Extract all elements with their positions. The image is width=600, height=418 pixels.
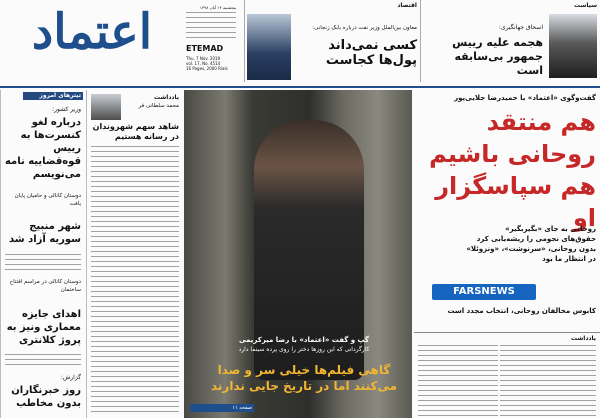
masthead-meta	[186, 56, 238, 71]
top-news-politics	[420, 0, 600, 82]
top-news-speaker: معاون بین‌الملل وزیر نفت درباره بابک زنجانی:	[312, 25, 417, 31]
left-item-headline: شهر منبیج سوریه آزاد شد	[9, 221, 81, 245]
masthead-date-block	[184, 4, 236, 11]
main-story-bullet: در انتظار ما بود	[542, 255, 596, 263]
left-item-headline: دوستان کانالی در مراسم افتتاح ساختمان	[9, 279, 81, 293]
left-item-label: گزارش:	[60, 374, 81, 381]
left-text-lines	[5, 354, 81, 368]
left-column	[0, 90, 85, 418]
left-item-headline: اهدای جایزه معماری ونیز به پروژ کلانتری	[6, 309, 81, 346]
left-item-label: وزیر کشور:	[52, 106, 81, 113]
bottom-left-text-lines	[418, 345, 498, 417]
left-text-lines	[5, 254, 81, 274]
opinion-author-photo	[91, 94, 121, 120]
photo-story-caption-top: گپ و گفت «اعتماد» با رضا میرکریمی	[238, 336, 370, 344]
opinion-author: محمد سلطانی فر	[138, 103, 179, 109]
opinion-headline: شاهد سهم شهروندان در رسانه هستیم	[92, 122, 179, 141]
left-item-headline: دوستان کانالی و حامیان پایان یافت	[14, 193, 81, 207]
photo-story-headline: گاهی فیلم‌ها خیلی سر و صدا می‌کنند اما در تاریخ جایی ندارند	[210, 363, 398, 393]
photo-story	[184, 90, 412, 418]
top-news-economy	[244, 0, 419, 82]
bottom-right-text-lines	[500, 345, 596, 417]
opinion-text-lines	[91, 146, 179, 414]
masthead-english: ETEMAD	[186, 44, 224, 53]
photo-story-caption-sub: کارگردانی که این روزها دختر را روی پرده سینما دارد	[238, 346, 370, 353]
main-story-bullets	[418, 224, 596, 264]
left-item-headline: روز خبرنگاران بدون مخاطب	[11, 385, 81, 409]
top-news-kicker: اقتصاد	[397, 2, 417, 9]
bottom-right-block	[414, 332, 600, 418]
main-story-bullet: بدون روحانی، «سرنوشت»، «ونزوئلا»	[466, 245, 596, 253]
top-news-headline: هجمه علیه رییس جمهور بی‌سابقه است	[452, 36, 543, 77]
masthead-divider	[0, 86, 600, 88]
masthead-meta-line: Thu. 7 Nov. 2019	[186, 56, 221, 61]
masthead	[0, 0, 240, 82]
masthead-logo: اعتماد	[31, 4, 153, 60]
bottom-right-kicker: یادداشت	[571, 335, 596, 342]
top-news-speaker: اسحاق جهانگیری:	[498, 24, 543, 31]
top-news-photo	[247, 14, 291, 80]
masthead-date-line: پنجشنبه ۱۴ آبان ۱۳۹۸	[199, 5, 236, 10]
main-story-agency-text: FARSNEWS	[453, 286, 515, 297]
opinion-kicker: یادداشت	[154, 94, 179, 101]
photo-story-page-ref: صفحه ۱۱	[190, 404, 254, 412]
main-story	[414, 90, 600, 330]
main-story-bullet: کابوس مخالفان روحانی، انتخاب مجدد است	[447, 307, 596, 315]
top-news-kicker: سیاست	[574, 2, 597, 9]
left-item-headline: درباره لغو کنسرت‌ها به رییس قوه‌قضاییه نامه می‌نویسم	[4, 117, 81, 180]
main-story-interview-line: گفت‌وگوی «اعتماد» با حمیدرضا جلایی‌پور	[454, 94, 596, 102]
left-column-kicker: تیترهای امروز	[23, 92, 83, 100]
main-story-bullet: روحانی به جای «بگیربگیر»	[505, 225, 596, 233]
main-story-agency-logo	[432, 284, 536, 300]
opinion-column	[86, 90, 183, 418]
masthead-meta-line: 16 Pages, 2000 Rials	[186, 66, 228, 71]
masthead-text-lines	[186, 12, 236, 38]
top-news-photo	[549, 14, 597, 78]
main-story-headline: هم منتقد روحانی باشیم هم سپاسگزار او	[429, 108, 596, 232]
main-story-bullet: حقوق‌های نجومی را ریشه‌یابی کرد	[476, 235, 596, 243]
masthead-meta-line: vol. 17, No. 4514	[186, 61, 221, 66]
top-news-headline: کسی نمی‌داند پول‌ها کجاست	[325, 38, 417, 68]
